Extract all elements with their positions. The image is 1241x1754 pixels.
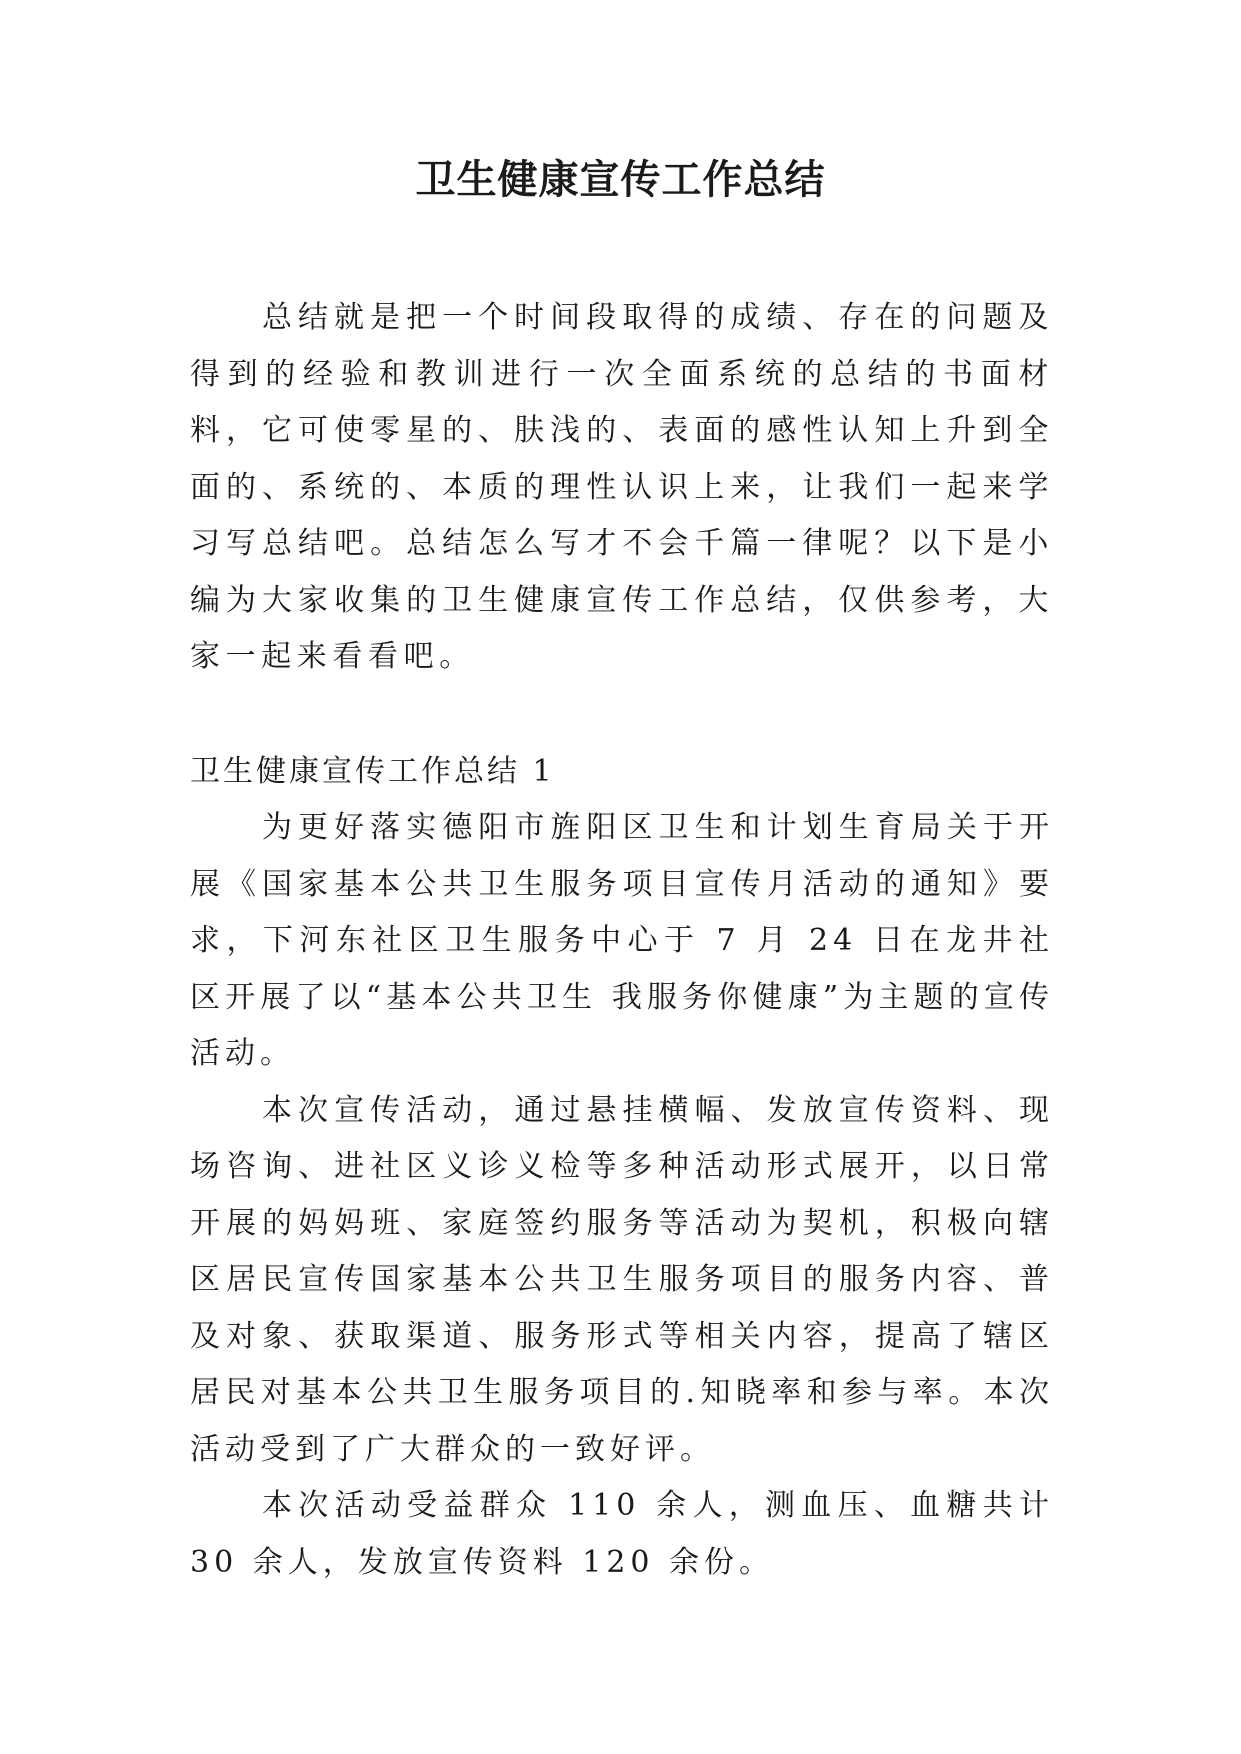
intro-paragraph: 总结就是把一个时间段取得的成绩、存在的问题及得到的经验和教训进行一次全面系统的总结的书面材料，它可使零星的、肤浅的、表面的感性认知上升到全面的、系统的、本质的理性认识上来，让我们一起来学习写总结吧。总结怎么写才不会千篇一律呢？以下是小编为大家收集的卫生健康宣传工作总结，仅供参考，大家一起来看看吧。 [190, 300, 1054, 674]
body-paragraph-1: 为更好落实德阳市旌阳区卫生和计划生育局关于开展《国家基本公共卫生服务项目宣传月活动的通知》要求，下河东社区卫生服务中心于 7 月 24 日在龙井社区开展了以“基本公共卫生 我服务你健康”为主题的宣传活动。 [190, 810, 1054, 1071]
section-heading: 卫生健康宣传工作总结 1 [190, 753, 555, 789]
body-paragraph-2: 本次宣传活动，通过悬挂横幅、发放宣传资料、现场咨询、进社区义诊义检等多种活动形式展开，以日常开展的妈妈班、家庭签约服务等活动为契机，积极向辖区居民宣传国家基本公共卫生服务项目的服务内容、普及对象、获取渠道、服务形式等相关内容，提高了辖区居民对基本公共卫生服务项目的.知晓率和参与率。本次活动受到了广大群众的一致好评。 [190, 1092, 1054, 1467]
document-title: 卫生健康宣传工作总结 [415, 157, 826, 203]
section-gap [190, 686, 1054, 744]
document-body [190, 290, 1054, 1591]
body-paragraph-3: 本次活动受益群众 110 余人，测血压、血糖共计 30 余人，发放宣传资料 120 余份。 [190, 1488, 1054, 1580]
